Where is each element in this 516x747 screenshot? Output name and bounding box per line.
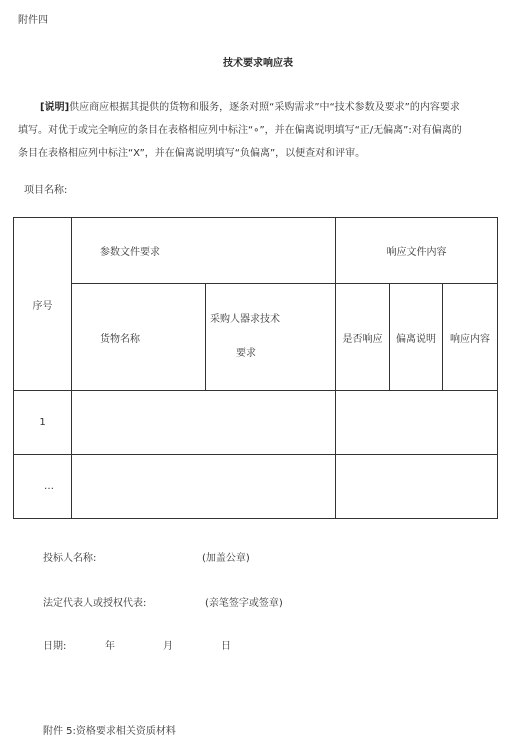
bidder-seal-note: (加盖公章) [202,553,250,564]
table-row [14,391,498,455]
date-year: 年 [105,641,115,652]
bidder-name-label: 投标人名称: [43,553,97,564]
attachment-label: 附件四 [18,15,48,26]
header-is-response: 是否响应 [336,284,390,391]
row-index: … [14,455,72,519]
page-title: 技术要求响应表 [223,58,293,69]
row-param-cell[interactable] [72,391,336,455]
header-response-content: 响应内容 [443,284,498,391]
table-header-row-1 [14,218,498,284]
header-tech-line-1: 采购人器求技术 [210,314,280,325]
note-line-1-text: 供应商应根据其提供的货物和服务，逐条对照“采购需求”中“技术参数及要求”的内容要求 [69,102,460,113]
representative-sign-note: (亲笔签字或签章) [205,598,283,609]
table-header-row-2 [14,284,498,391]
header-tech-line-2: 要求 [236,348,256,359]
header-tech-requirement [206,284,336,391]
note-tag: [说明] [40,102,70,113]
date-label: 日期: [43,641,67,652]
header-index: 序号 [14,218,72,391]
date-day: 日 [221,641,231,652]
row-index: 1 [14,391,72,455]
header-goods-name: 货物名称 [72,284,206,391]
note-line-2: 填写。对优于或完全响应的条目在表格相应列中标注“∘”，并在偏离说明填写“正/无偏离”:对有偏离的 [18,125,462,136]
row-response-cell[interactable] [336,455,498,519]
row-response-cell[interactable] [336,391,498,455]
date-month: 月 [163,641,173,652]
project-name-label: 项目名称: [24,185,68,196]
instruction-note [18,96,500,165]
response-table [13,217,498,519]
note-line-1 [18,96,500,119]
header-deviation: 偏离说明 [390,284,443,391]
header-response-group: 响应文件内容 [336,218,498,284]
row-param-cell[interactable] [72,455,336,519]
header-param-group: 参数文件要求 [72,218,336,284]
attachment-5-label: 附件 5:资格要求相关资质材料 [43,726,176,737]
note-line-3: 条目在表格相应列中标注“X”，并在偏离说明填写“负偏离”，以便查对和评审。 [18,148,366,159]
table-row [14,455,498,519]
representative-label: 法定代表人或授权代表: [43,598,147,609]
